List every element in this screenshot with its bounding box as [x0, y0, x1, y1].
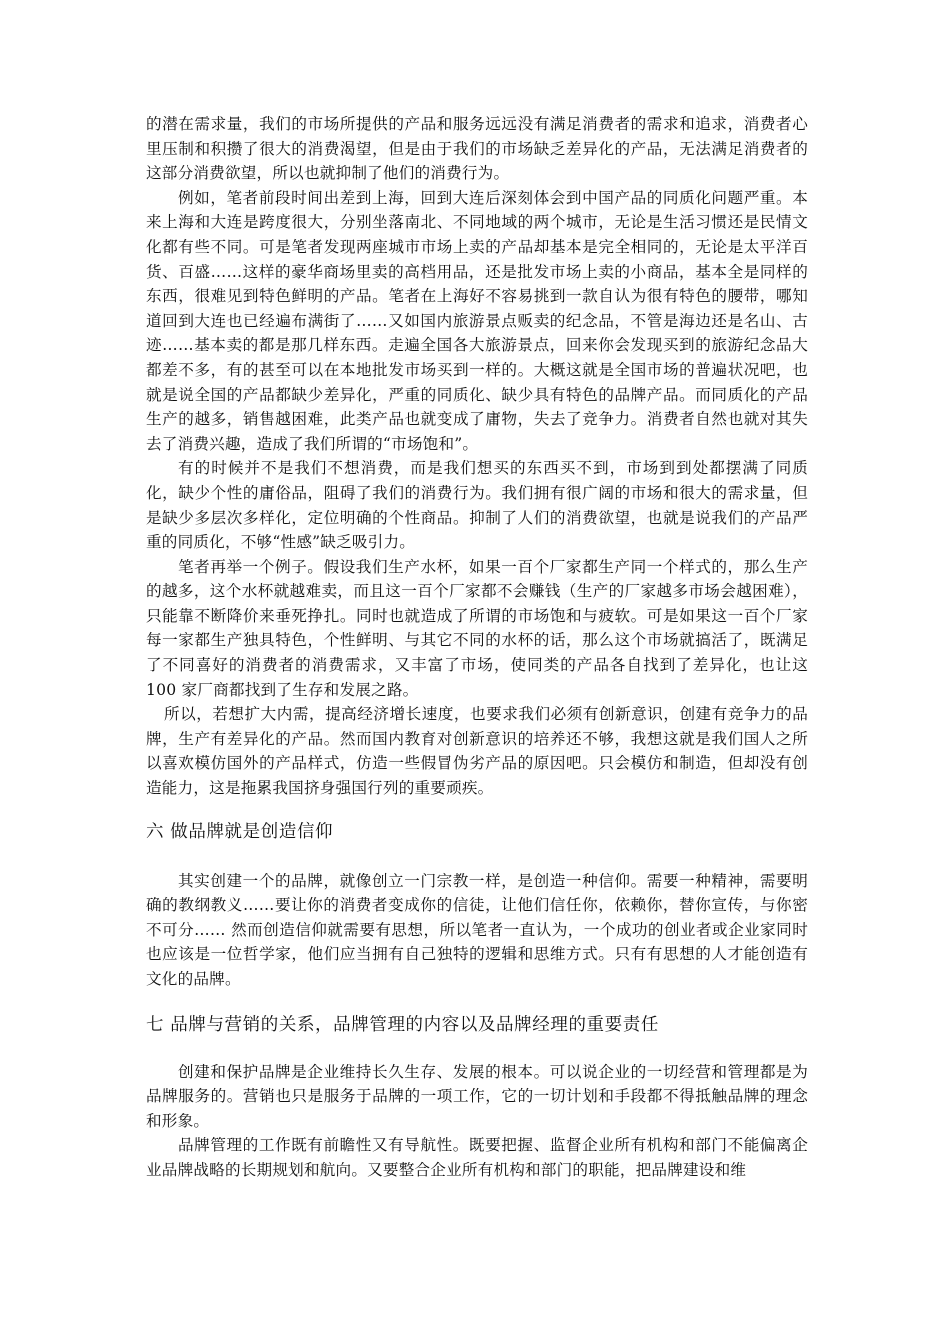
intro-paragraph-4: 笔者再举一个例子。假设我们生产水杯，如果一百个厂家都生产同一个样式的，那么生产的越多，这个水杯就越难卖，而且这一百个厂家都不会赚钱（生产的厂家越多市场会越困难），只能靠不断降价来垂死挣扎。同时也就造成了所谓的市场饱和与疲软。可是如果这一百个厂家每一家都生产独具特色，个性鲜明、与其它不同的水杯的话，那么这个市场就搞活了，既满足了不同喜好的消费者的消费需求，又丰富了市场，使同类的产品各自找到了差异化，也让这 100 家厂商都找到了生存和发展之路。 [146, 557, 808, 699]
intro-paragraph-2: 例如，笔者前段时间出差到上海，回到大连后深刻体会到中国产品的同质化问题严重。本来上海和大连是跨度很大，分别坐落南北、不同地域的两个城市，无论是生活习惯还是民情文化都有些不同。可是笔者发现两座城市市场上卖的产品却基本是完全相同的，无论是太平洋百货、百盛……这样的豪华商场里卖的高档用品，还是批发市场上卖的小商品，基本全是同样的东西，很难见到特色鲜明的产品。笔者在上海好不容易挑到一款自认为很有特色的腰带，哪知道回到大连也已经遍布满街了……又如国内旅游景点贩卖的纪念品，不管是海边还是名山、古迹……基本卖的都是那几样东西。走遍全国各大旅游景点，回来你会发现买到的旅游纪念品大都差不多，有的甚至可以在本地批发市场买到一样的。大概这就是全国市场的普遍状况吧，也就是说全国的产品都缺少差异化，严重的同质化、缺少具有特色的品牌产品。而同质化的产品生产的越多，销售越困难，此类产品也就变成了庸物，失去了竞争力。消费者自然也就对其失去了消费兴趣，造成了我们所谓的“市场饱和”。 [146, 188, 808, 453]
section-6-heading: 六 做品牌就是创造信仰 [146, 821, 334, 842]
section-6-paragraph-1: 其实创建一个的品牌，就像创立一门宗教一样，是创造一种信仰。需要一种精神，需要明确的教纲教义……要让你的消费者变成你的信徒，让他们信任你，依赖你，替你宣传，与你密不可分…… 然而创造信仰就需要有思想，所以笔者一直认为，一个成功的创业者或企业家同时也应该是一位哲学家，他们应当拥有自己独特的逻辑和思维方式。只有有思想的人才能创造有文化的品牌。 [146, 871, 808, 988]
section-7-heading: 七 品牌与营销的关系，品牌管理的内容以及品牌经理的重要责任 [146, 1014, 659, 1035]
section-7-paragraph-2: 品牌管理的工作既有前瞻性又有导航性。既要把握、监督企业所有机构和部门不能偏离企业品牌战略的长期规划和航向。又要整合企业所有机构和部门的职能，把品牌建设和维 [146, 1136, 808, 1179]
intro-paragraph-1: 的潜在需求量，我们的市场所提供的产品和服务远远没有满足消费者的需求和追求，消费者心里压制和积攒了很大的消费渴望，但是由于我们的市场缺乏差异化的产品，无法满足消费者的这部分消费欲望，所以也就抑制了他们的消费行为。 [146, 115, 808, 183]
document-page [146, 112, 808, 1183]
intro-paragraph-3: 有的时候并不是我们不想消费，而是我们想买的东西买不到，市场到到处都摆满了同质化，缺少个性的庸俗品，阻碍了我们的消费行为。我们拥有很广阔的市场和很大的需求量，但是缺少多层次多样化，定位明确的个性商品。抑制了人们的消费欲望，也就是说我们的产品严重的同质化，不够“性感”缺乏吸引力。 [146, 459, 808, 552]
intro-paragraph-5: 所以，若想扩大内需，提高经济增长速度，也要求我们必须有创新意识，创建有竞争力的品牌，生产有差异化的产品。然而国内教育对创新意识的培养还不够，我想这就是我们国人之所以喜欢模仿国外的产品样式，仿造一些假冒伪劣产品的原因吧。只会模仿和制造，但却没有创造能力，这是拖累我国挤身强国行列的重要顽疾。 [146, 705, 808, 798]
section-7-paragraph-1: 创建和保护品牌是企业维持长久生存、发展的根本。可以说企业的一切经营和管理都是为品牌服务的。营销也只是服务于品牌的一项工作，它的一切计划和手段都不得抵触品牌的理念和形象。 [146, 1062, 808, 1130]
